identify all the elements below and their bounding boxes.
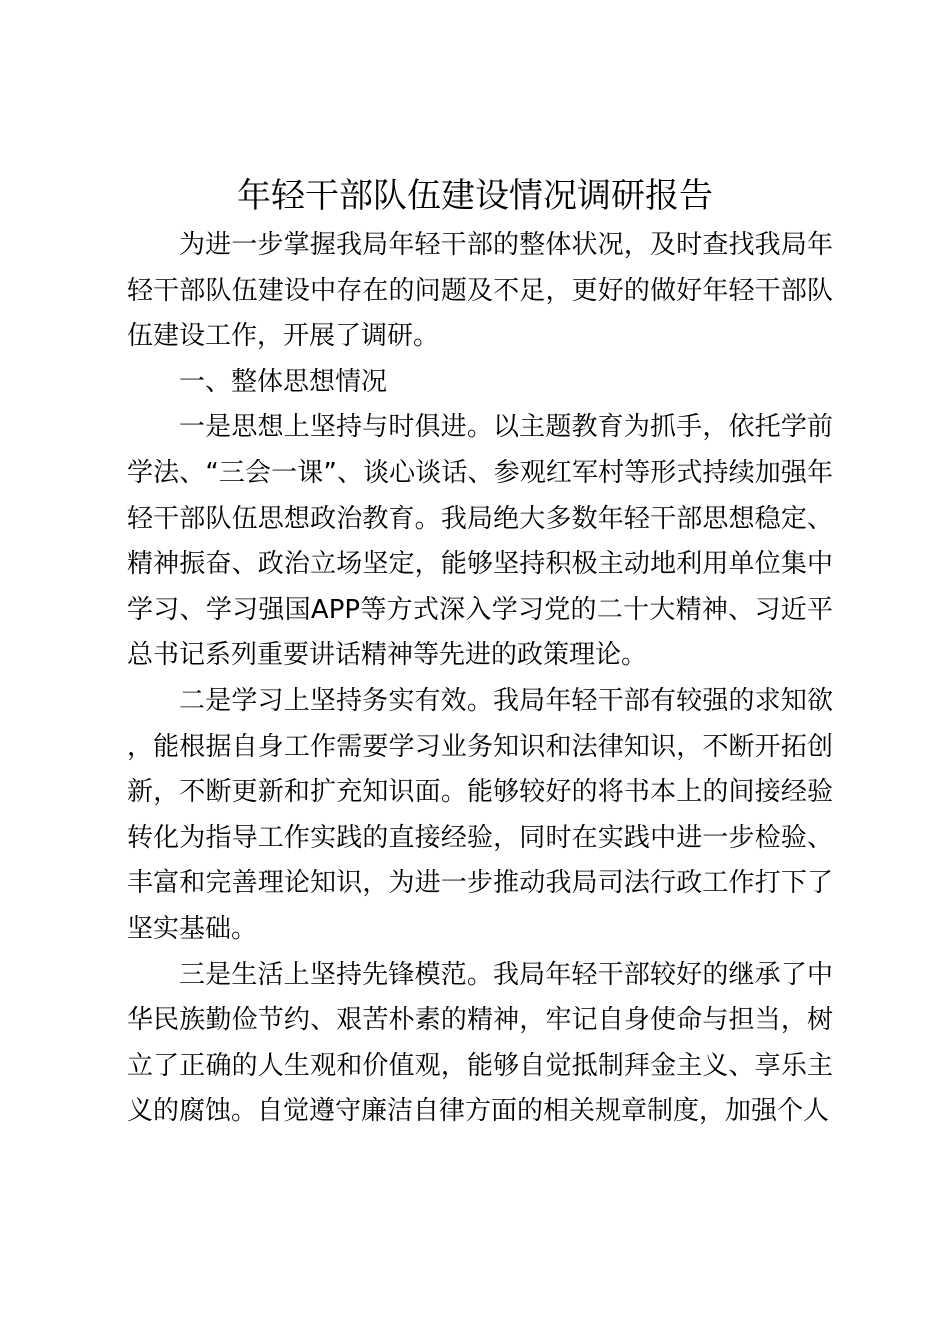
section-heading: 一、整体思想情况 (179, 366, 388, 397)
paragraph-life: 三是生活上坚持先锋模范。我局年轻干部较好的继承了中华民族勤俭节约、艰苦朴素的精神，牢记自身使命与担当，树立了正确的人生观和价值观，能够自觉抵制拜金主义、享乐主义的腐蚀。自觉遵守廉洁自律方面的相关规章制度，加强个人 (127, 959, 833, 1127)
document-body (127, 223, 833, 1135)
document-title: 年轻干部队伍建设情况调研报告 (237, 176, 713, 216)
paragraph-study: 二是学习上坚持务实有效。我局年轻干部有较强的求知欲，能根据自身工作需要学习业务知识和法律知识，不断开拓创新，不断更新和扩充知识面。能够较好的将书本上的间接经验转化为指导工作实践的直接经验，同时在实践中进一步检验、丰富和完善理论知识，为进一步推动我局司法行政工作打下了坚实基础。 (127, 685, 833, 944)
paragraph-thought: 一是思想上坚持与时俱进。以主题教育为抓手，依托学前学法、“三会一课”、谈心谈话、参观红军村等形式持续加强年轻干部队伍思想政治教育。我局绝大多数年轻干部思想稳定、精神振奋、政治立场坚定，能够坚持积极主动地利用单位集中学习、学习强国APP等方式深入学习党的二十大精神、习近平总书记系列重要讲话精神等先进的政策理论。 (127, 412, 833, 671)
intro-paragraph: 为进一步掌握我局年轻干部的整体状况，及时查找我局年轻干部队伍建设中存在的问题及不足，更好的做好年轻干部队伍建设工作，开展了调研。 (127, 230, 833, 352)
